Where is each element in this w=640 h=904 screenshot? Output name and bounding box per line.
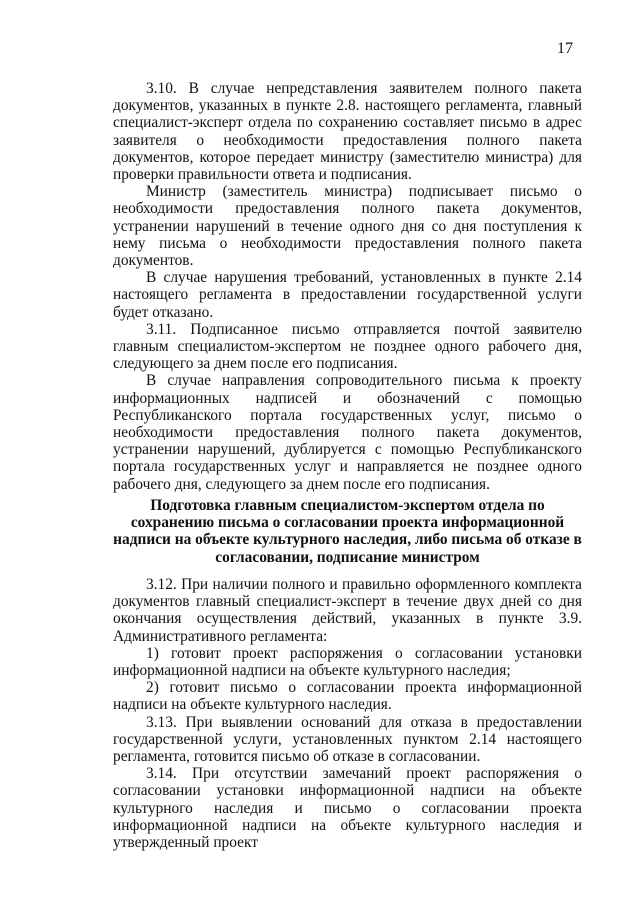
list-item-1: 1) готовит проект распоряжения о согласовании установки информационной надписи на объекте культурного наследия; [113, 644, 582, 680]
paragraph-portal-duplication: В случае направления сопроводительного письма к проекту информационных надписей и обозначений с помощью Республиканского портала государственных услуг, письмо о необходимости предоставления полного пакета документов, устранении нарушений, дублируется с помощью Республиканского портала государственных услуг и направляется не позднее одного рабочего дня, следующего за днем после его подписания. [113, 372, 582, 493]
paragraph-3-13: 3.13. При выявлении оснований для отказа в предоставлении государственной услуги, установленных пунктом 2.14 настоящего регламента, готовится письмо об отказе в согласовании. [113, 713, 582, 766]
paragraph-3-12: 3.12. При наличии полного и правильно оформленного комплекта документов главный специалист-эксперт в течение двух дней со дня окончания осуществления действий, указанных в пункте 3.9. Административного регламента: [113, 576, 582, 645]
list-item-2: 2) готовит письмо о согласовании проекта информационной надписи на объекте культурного наследия. [113, 679, 582, 714]
paragraph-3-11: 3.11. Подписанное письмо отправляется почтой заявителю главным специалистом-экспертом не позднее одного рабочего дня, следующего за днем после его подписания. [113, 320, 582, 373]
paragraph-3-14: 3.14. При отсутствии замечаний проект распоряжения о согласовании установки информационной надписи на объекте культурного наследия и письмо о согласовании проекта информационной надписи на объекте культурного наследия и утвержденный проект [113, 765, 582, 852]
page-number: 17 [557, 40, 573, 57]
text-block-lower [113, 576, 582, 851]
paragraph-3-10: 3.10. В случае непредставления заявителем полного пакета документов, указанных в пункте 2.8. настоящего регламента, главный специалист-эксперт отдела по сохранению составляет письмо в адрес заявителя о необходимости предоставления полного пакета документов, которое передает министру (заместителю министра) для проверки правильности ответа и подписания. [113, 80, 582, 184]
paragraph-minister-signs: Министр (заместитель министра) подписывает письмо о необходимости предоставления полного пакета документов, устранении нарушений в течение одного дня со дня поступления к нему письма о необходимости предоставления полного пакета документов. [113, 183, 582, 270]
text-block-upper [113, 80, 582, 493]
section-heading: Подготовка главным специалистом-экспертом отдела по сохранению письма о согласовании проекта информационной надписи на объекте культурного наследия, либо письма об отказе в согласовании, подписание министром [113, 497, 582, 566]
paragraph-refusal-2-14: В случае нарушения требований, установленных в пункте 2.14 настоящего регламента в предоставлении государственной услуги будет отказано. [113, 269, 582, 321]
